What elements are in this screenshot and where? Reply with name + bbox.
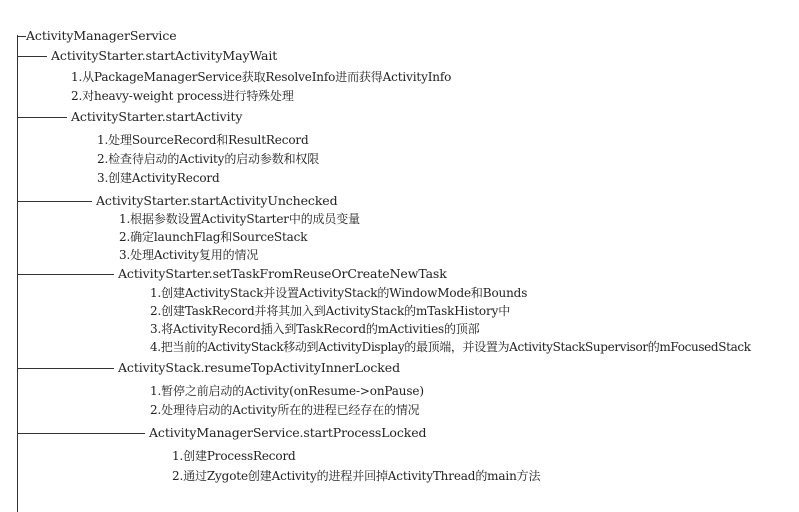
step-item: 1.处理SourceRecord和ResultRecord xyxy=(97,133,309,147)
step-item: 4.把当前的ActivityStack移动到ActivityDisplay的最顶端，并设置为ActivityStackSupervisor的mFocusedStack xyxy=(150,340,751,354)
step-item: 3.将ActivityRecord插入到TaskRecord的mActivities的顶部 xyxy=(150,322,480,336)
connector-start-activity-may-wait xyxy=(17,56,47,57)
root-connector xyxy=(17,36,26,37)
step-item: 1.创建ProcessRecord xyxy=(172,449,296,463)
node-resume-top-activity-inner-locked: ActivityStack.resumeTopActivityInnerLocked xyxy=(118,360,400,375)
step-item: 2.检查待启动的Activity的启动参数和权限 xyxy=(97,152,320,166)
step-item: 1.从PackageManagerService获取ResolveInfo进而获得ActivityInfo xyxy=(71,70,452,84)
step-item: 2.通过Zygote创建Activity的进程并回掉ActivityThread的main方法 xyxy=(172,469,541,483)
node-start-activity: ActivityStarter.startActivity xyxy=(71,109,243,124)
step-item: 2.对heavy-weight process进行特殊处理 xyxy=(71,89,294,103)
connector-start-process-locked xyxy=(17,433,145,434)
node-start-activity-unchecked: ActivityStarter.startActivityUnchecked xyxy=(96,193,338,208)
root-node: ActivityManagerService xyxy=(26,28,177,43)
step-item: 3.处理Activity复用的情况 xyxy=(119,248,259,262)
connector-start-activity xyxy=(17,117,67,118)
node-set-task-from-reuse-or-create-new-task: ActivityStarter.setTaskFromReuseOrCreateNewTask xyxy=(118,266,447,281)
connector-start-activity-unchecked xyxy=(17,201,92,202)
step-item: 2.确定launchFlag和SourceStack xyxy=(119,230,308,244)
step-item: 1.创建ActivityStack并设置ActivityStack的WindowMode和Bounds xyxy=(150,286,528,300)
node-start-activity-may-wait: ActivityStarter.startActivityMayWait xyxy=(51,48,278,63)
connector-set-task-from-reuse xyxy=(17,274,114,275)
node-start-process-locked: ActivityManagerService.startProcessLocked xyxy=(149,425,427,440)
step-item: 1.暂停之前启动的Activity(onResume->onPause) xyxy=(150,384,424,398)
connector-resume-top-activity xyxy=(17,368,114,369)
step-item: 2.处理待启动的Activity所在的进程已经存在的情况 xyxy=(150,403,420,417)
step-item: 1.根据参数设置ActivityStarter中的成员变量 xyxy=(119,212,360,226)
step-item: 2.创建TaskRecord并将其加入到ActivityStack的mTaskHistory中 xyxy=(150,304,511,318)
step-item: 3.创建ActivityRecord xyxy=(97,171,220,185)
